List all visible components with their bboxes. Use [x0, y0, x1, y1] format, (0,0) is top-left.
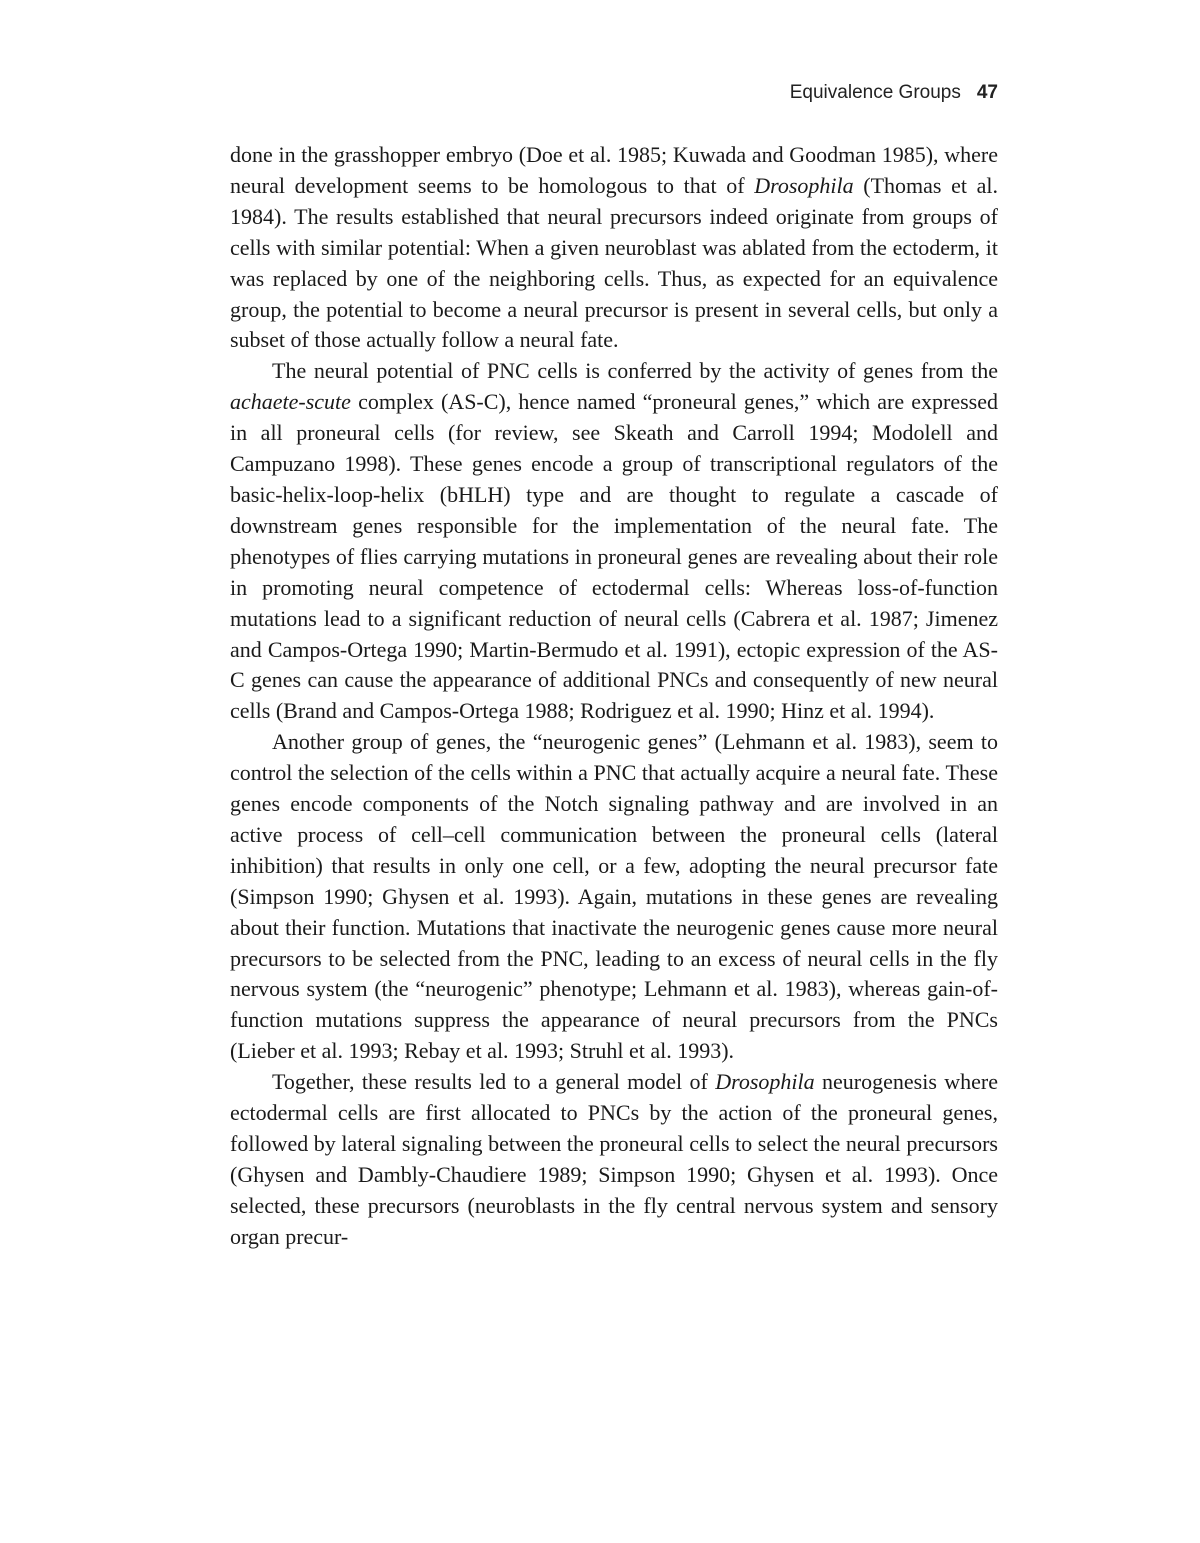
text-run: complex (AS-C), hence named “proneural genes,” which are expressed in all proneural cells (for review, see Skeath and Carroll 1994; Modolell and Campuzano 1998). These genes encode a group of transcriptional regulators of the basic-helix-loop-helix (bHLH) type and are thought to regulate a cascade of downstream genes responsible for the implementation of the neural fate. The phenotypes of flies carrying mutations in proneural genes are revealing about their role in promoting neural competence of ectodermal cells: Whereas loss-of-function mutations lead to a significant reduction of neural cells (Cabrera et al. 1987; Jimenez and Campos-Ortega 1990; Martin-Bermudo et al. 1991), ectopic expression of the AS-C genes can cause the appearance of additional PNCs and consequently of new neural cells (Brand and Campos-Ortega 1988; Rodriguez et al. 1990; Hinz et al. 1994). — [230, 389, 998, 724]
italic-term: achaete-scute — [230, 389, 351, 415]
italic-term: Drosophila — [715, 1069, 815, 1095]
body-text — [230, 140, 998, 1253]
page-number: 47 — [976, 82, 998, 103]
text-run: Together, these results led to a general model of — [272, 1069, 716, 1095]
paragraph — [230, 1067, 998, 1252]
italic-term: Drosophila — [754, 172, 854, 198]
running-head — [230, 82, 998, 104]
text-run: The neural potential of PNC cells is conferred by the activity of genes from the — [272, 358, 998, 384]
text-run: Another group of genes, the “neurogenic genes” (Lehmann et al. 1983), seem to control the selection of the cells within a PNC that actually acquire a neural fate. These genes encode components of the Notch signaling pathway and are involved in an active process of cell–cell communication between the proneural cells (lateral inhibition) that results in only one cell, or a few, adopting the neural precursor fate (Simpson 1990; Ghysen et al. 1993). Again, mutations in these genes are revealing about their function. Mutations that inactivate the neurogenic genes cause more neural precursors to be selected from the PNC, leading to an excess of neural cells in the fly nervous system (the “neurogenic” phenotype; Lehmann et al. 1983), whereas gain-of-function mutations suppress the appearance of neural precursors from the PNCs (Lieber et al. 1993; Rebay et al. 1993; Struhl et al. 1993). — [230, 729, 998, 1064]
paragraph — [230, 140, 998, 356]
paragraph — [230, 356, 998, 727]
text-run: (Thomas et al. 1984). The results established that neural precursors indeed originate from groups of cells with similar potential: When a given neuroblast was ablated from the ectoderm, it was replaced by one of the neighboring cells. Thus, as expected for an equivalence group, the potential to become a neural precursor is present in several cells, but only a subset of those actually follow a neural fate. — [230, 172, 998, 353]
running-title: Equivalence Groups — [789, 82, 961, 103]
paragraph — [230, 727, 998, 1067]
text-run: neurogenesis where ectodermal cells are first allocated to PNCs by the action of the proneural genes, followed by lateral signaling between the proneural cells to select the neural precursors (Ghysen and Dambly-Chaudiere 1989; Simpson 1990; Ghysen et al. 1993). Once selected, these precursors (neuroblasts in the fly central nervous system and sensory organ precur- — [230, 1069, 998, 1249]
text-run: done in the grasshopper embryo (Doe et al. 1985; Kuwada and Goodman 1985), where neural development seems to be homologous to that of — [230, 142, 998, 198]
